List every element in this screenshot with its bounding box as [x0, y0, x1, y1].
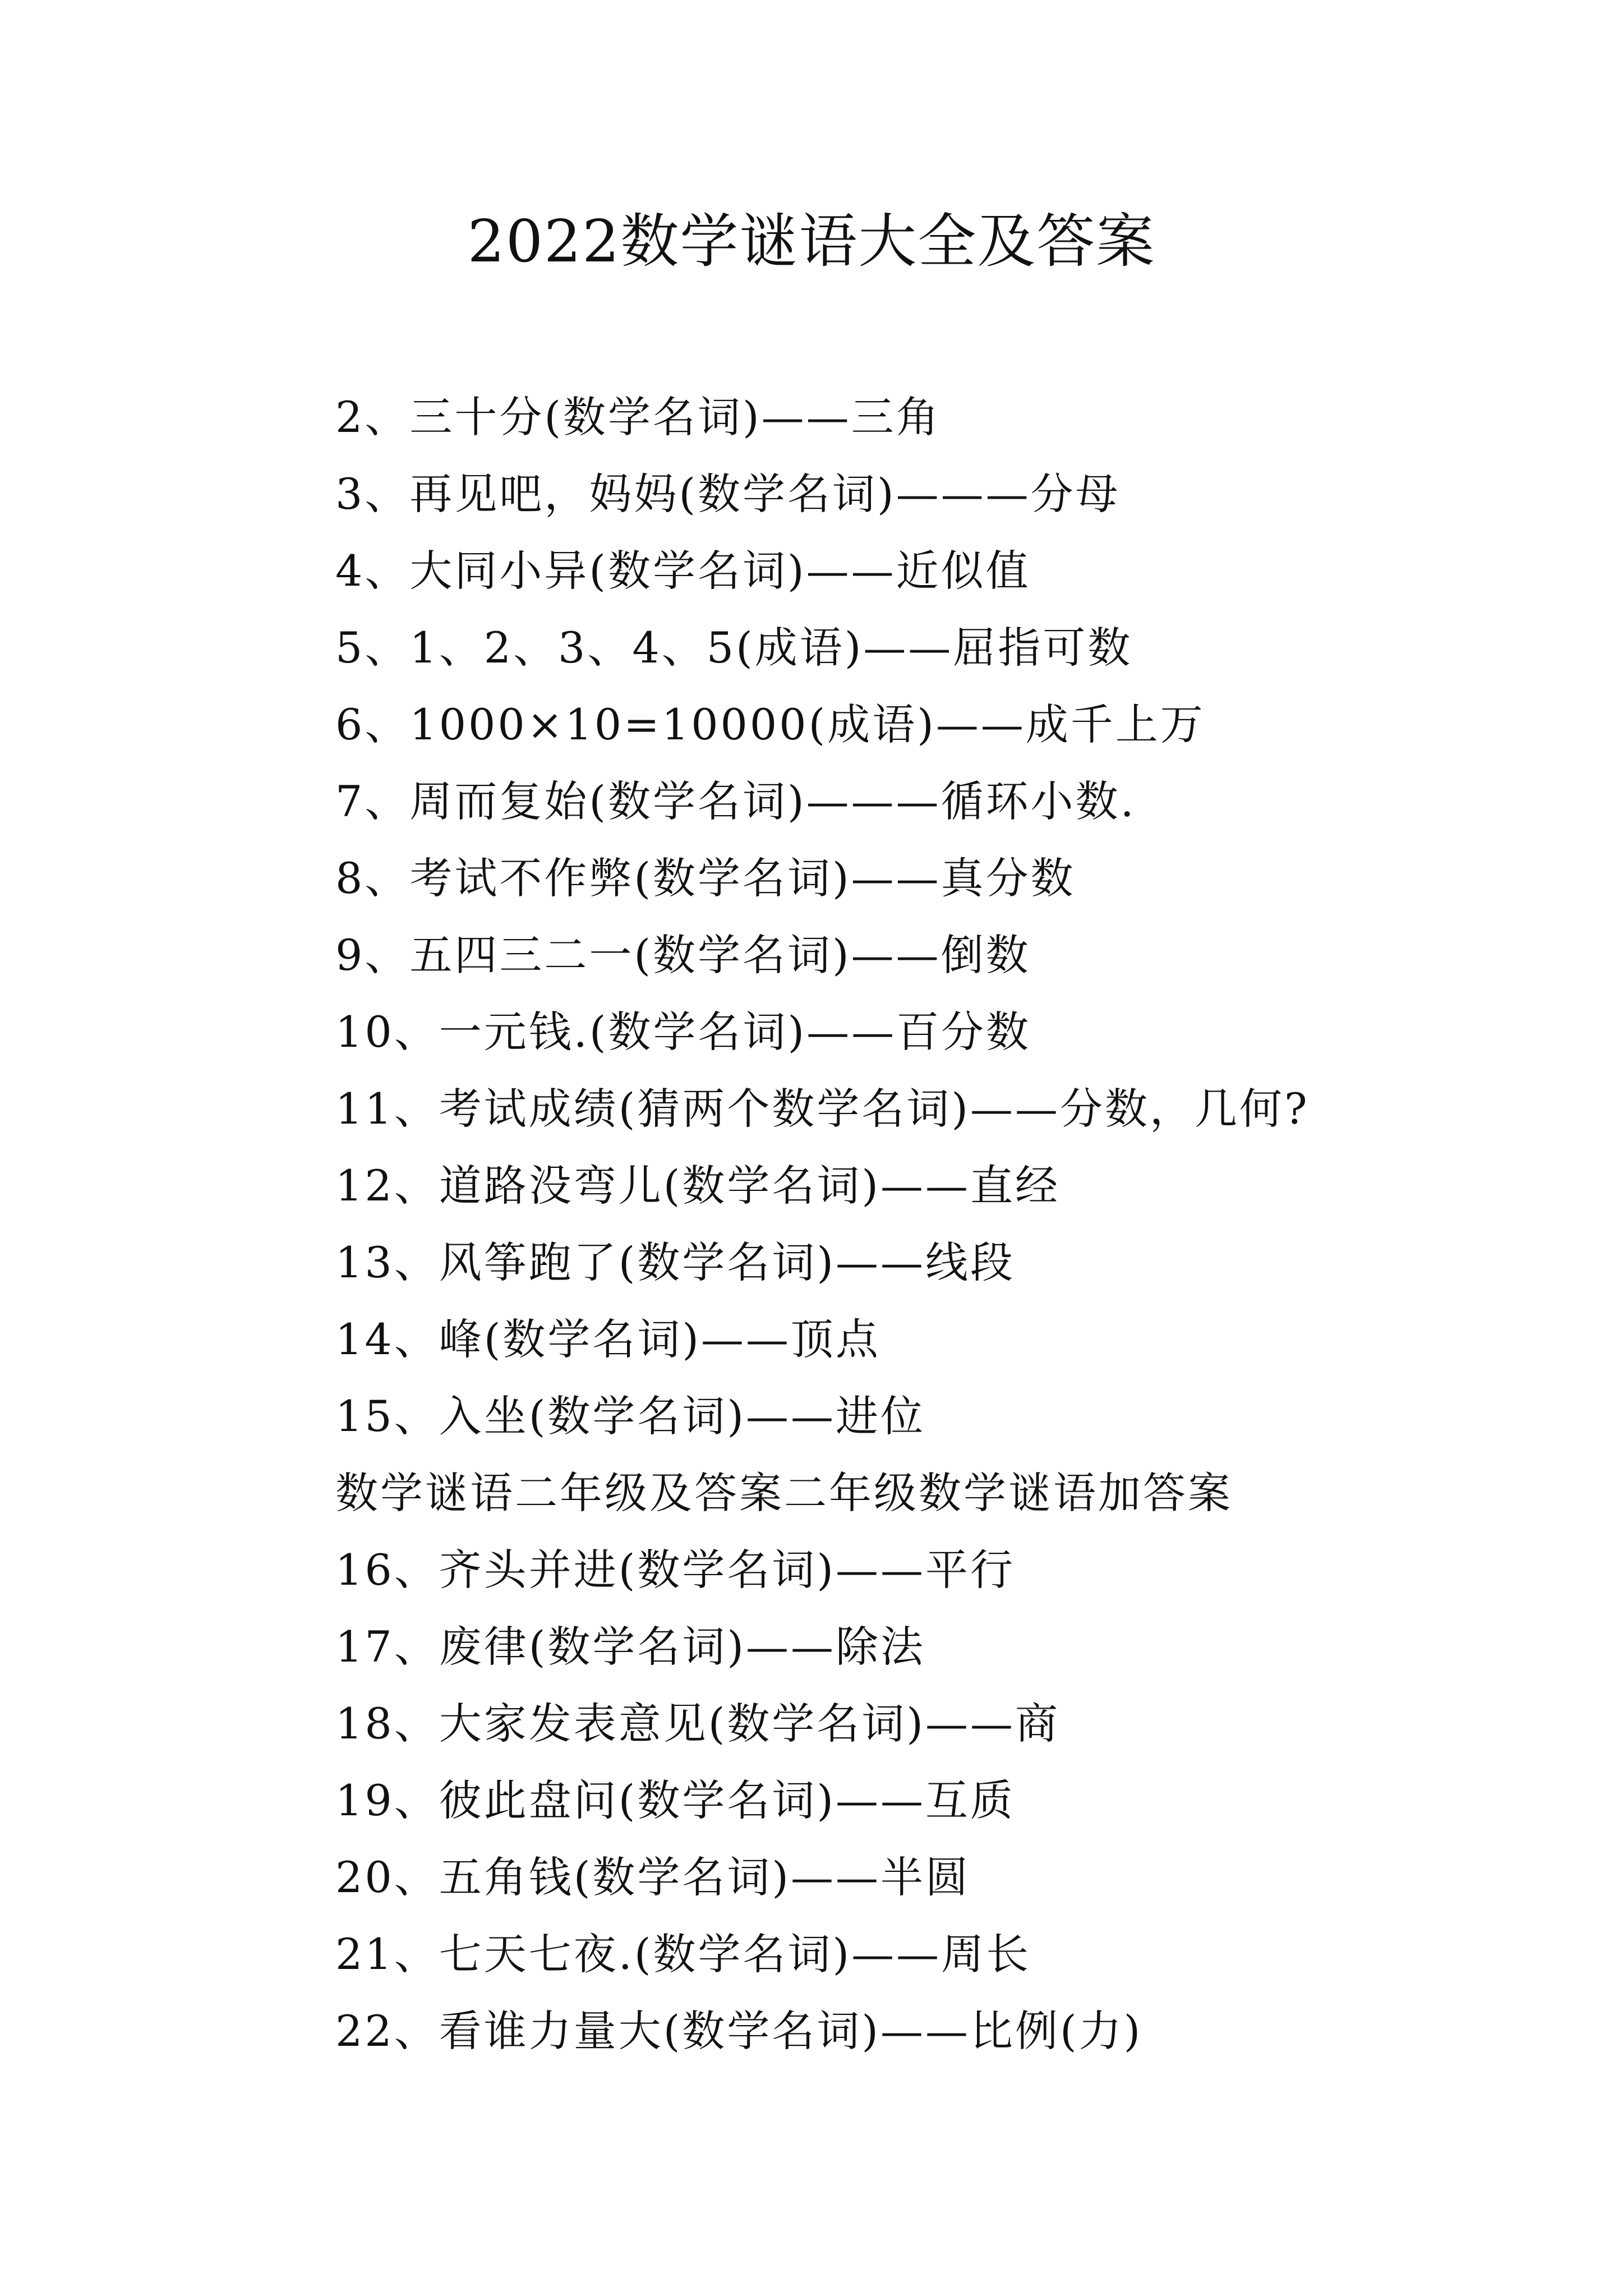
document-title: 2022数学谜语大全及答案 [467, 207, 1156, 275]
riddle-line: 22、看谁力量大(数学名词)——比例(力) [335, 2006, 1143, 2056]
riddle-line: 6、1000×10=10000(成语)——成千上万 [335, 700, 1205, 749]
riddle-line: 15、入坐(数学名词)——进位 [335, 1391, 926, 1441]
riddle-line: 10、一元钱.(数学名词)——百分数 [335, 1007, 1031, 1057]
riddle-line: 7、周而复始(数学名词)———循环小数. [335, 776, 1136, 826]
riddle-line: 5、1、2、3、4、5(成语)——屈指可数 [335, 623, 1133, 673]
riddle-line: 14、峰(数学名词)——顶点 [335, 1314, 881, 1364]
riddle-line: 11、考试成绩(猜两个数学名词)——分数，几何? [335, 1084, 1310, 1134]
riddle-line: 2、三十分(数学名词)——三角 [335, 392, 941, 442]
riddle-line: 9、五四三二一(数学名词)——倒数 [335, 930, 1031, 980]
riddle-line: 17、废律(数学名词)——除法 [335, 1622, 926, 1672]
riddle-line: 21、七天七夜.(数学名词)——周长 [335, 1929, 1031, 1979]
riddle-line: 12、道路没弯儿(数学名词)——直经 [335, 1161, 1061, 1211]
riddle-line: 16、齐头并进(数学名词)——平行 [335, 1545, 1016, 1595]
riddle-line: 19、彼此盘问(数学名词)——互质 [335, 1775, 1016, 1825]
riddle-list [335, 379, 1569, 2069]
riddle-line: 8、考试不作弊(数学名词)——真分数 [335, 853, 1076, 903]
riddle-line: 18、大家发表意见(数学名词)——商 [335, 1699, 1061, 1749]
riddle-line: 3、再见吧，妈妈(数学名词)———分母 [335, 469, 1121, 519]
riddle-line: 13、风筝跑了(数学名词)——线段 [335, 1237, 1016, 1287]
riddle-line: 4、大同小异(数学名词)——近似值 [335, 546, 1031, 596]
riddle-line: 20、五角钱(数学名词)——半圆 [335, 1852, 971, 1902]
section-heading-line: 数学谜语二年级及答案二年级数学谜语加答案 [335, 1468, 1233, 1518]
